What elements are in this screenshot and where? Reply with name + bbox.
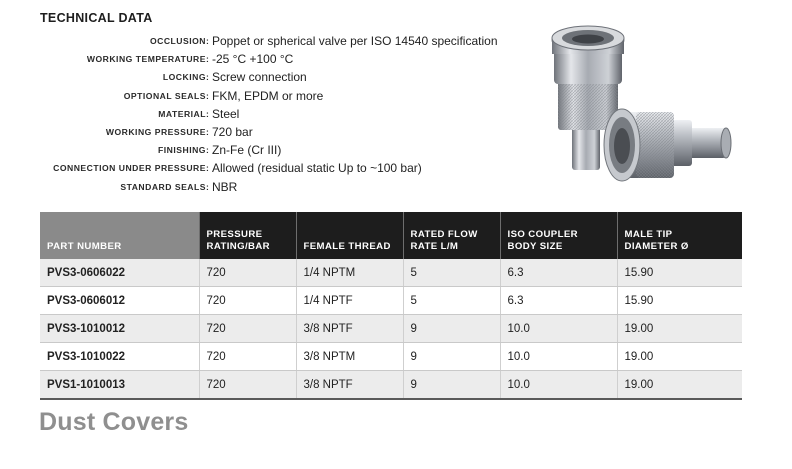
cell-female-thread: 3/8 NPTF	[296, 315, 403, 343]
cell-female-thread: 3/8 NPTM	[296, 343, 403, 371]
cell-female-thread: 1/4 NPTM	[296, 259, 403, 287]
spec-value: Zn-Fe (Cr III)	[212, 143, 282, 158]
spec-label: WORKING PRESSURE	[105, 127, 206, 138]
header-female-thread: FEMALE THREAD	[296, 212, 403, 259]
spec-value: NBR	[212, 179, 238, 194]
table-row	[40, 287, 742, 315]
header-part-number: PART NUMBER	[40, 212, 199, 259]
spec-value: Steel	[212, 106, 240, 121]
cell-body-size: 10.0	[500, 371, 617, 400]
cell-body-size: 10.0	[500, 343, 617, 371]
header-pressure-rating: PRESSURE RATING/BAR	[199, 212, 296, 259]
cell-pressure: 720	[199, 315, 296, 343]
header-rated-flow: RATED FLOW RATE L/M	[403, 212, 500, 259]
spec-label: OPTIONAL SEALS	[123, 90, 206, 101]
spec-row-material: MATERIAL : Steel	[40, 105, 498, 123]
cell-part-number: PVS3-0606012	[40, 287, 199, 315]
spec-label: WORKING TEMPERATURE	[86, 54, 206, 65]
cell-pressure: 720	[199, 287, 296, 315]
cell-part-number: PVS1-1010013	[40, 371, 199, 400]
spec-value: Poppet or spherical valve per ISO 14540 specification	[212, 34, 498, 49]
spec-label: OCCLUSION	[149, 36, 206, 47]
cell-flow-rate: 9	[403, 371, 500, 400]
cell-female-thread: 1/4 NPTF	[296, 287, 403, 315]
section-title-dust-covers: Dust Covers	[39, 408, 189, 436]
table-header-row	[40, 212, 742, 259]
cell-body-size: 6.3	[500, 259, 617, 287]
cell-flow-rate: 5	[403, 259, 500, 287]
spec-label: STANDARD SEALS	[120, 181, 206, 192]
cell-part-number: PVS3-1010022	[40, 343, 199, 371]
spec-value: Screw connection	[212, 70, 307, 85]
spec-row-optional-seals: OPTIONAL SEALS : FKM, EPDM or more	[40, 87, 498, 105]
table-row	[40, 343, 742, 371]
cell-flow-rate: 9	[403, 343, 500, 371]
header-male-tip-diameter: MALE TIP DIAMETER Ø	[617, 212, 742, 259]
spec-row-finishing: FINISHING : Zn-Fe (Cr III)	[40, 141, 498, 159]
cell-tip-diameter: 19.00	[617, 371, 742, 400]
spec-row-locking: LOCKING : Screw connection	[40, 68, 498, 86]
spec-row-occlusion: OCCLUSION : Poppet or spherical valve per ISO 14540 specification	[40, 32, 498, 50]
header-iso-coupler-body-size: ISO COUPLER BODY SIZE	[500, 212, 617, 259]
spec-value: FKM, EPDM or more	[212, 88, 324, 103]
table-row	[40, 259, 742, 287]
cell-tip-diameter: 15.90	[617, 287, 742, 315]
spec-value: Allowed (residual static Up to ~100 bar)	[212, 161, 422, 176]
parts-table	[40, 212, 742, 400]
cell-pressure: 720	[199, 259, 296, 287]
spec-value: -25 °C +100 °C	[212, 52, 294, 67]
spec-row-standard-seals: STANDARD SEALS : NBR	[40, 178, 498, 196]
cell-part-number: PVS3-1010012	[40, 315, 199, 343]
spec-label: LOCKING	[162, 72, 206, 83]
cell-body-size: 10.0	[500, 315, 617, 343]
cell-female-thread: 3/8 NPTF	[296, 371, 403, 400]
spec-label: MATERIAL	[158, 108, 206, 119]
cell-tip-diameter: 19.00	[617, 315, 742, 343]
spec-label: CONNECTION UNDER PRESSURE	[53, 163, 206, 174]
spec-row-working-pressure: WORKING PRESSURE : 720 bar	[40, 123, 498, 141]
spec-label: FINISHING	[158, 145, 206, 156]
coupler-product-image	[536, 16, 746, 196]
horizontal-coupler	[604, 109, 731, 181]
spec-value: 720 bar	[212, 125, 253, 140]
table-row	[40, 315, 742, 343]
spec-row-working-temperature: WORKING TEMPERATURE : -25 °C +100 °C	[40, 50, 498, 68]
cell-tip-diameter: 15.90	[617, 259, 742, 287]
cell-part-number: PVS3-0606022	[40, 259, 199, 287]
cell-pressure: 720	[199, 371, 296, 400]
spec-list	[40, 32, 498, 196]
table-row	[40, 371, 742, 400]
cell-body-size: 6.3	[500, 287, 617, 315]
cell-tip-diameter: 19.00	[617, 343, 742, 371]
cell-flow-rate: 9	[403, 315, 500, 343]
spec-row-connection-under-pressure: CONNECTION UNDER PRESSURE : Allowed (residual static Up to ~100 bar)	[40, 159, 498, 177]
cell-pressure: 720	[199, 343, 296, 371]
technical-data-title: TECHNICAL DATA	[40, 11, 153, 25]
cell-flow-rate: 5	[403, 287, 500, 315]
